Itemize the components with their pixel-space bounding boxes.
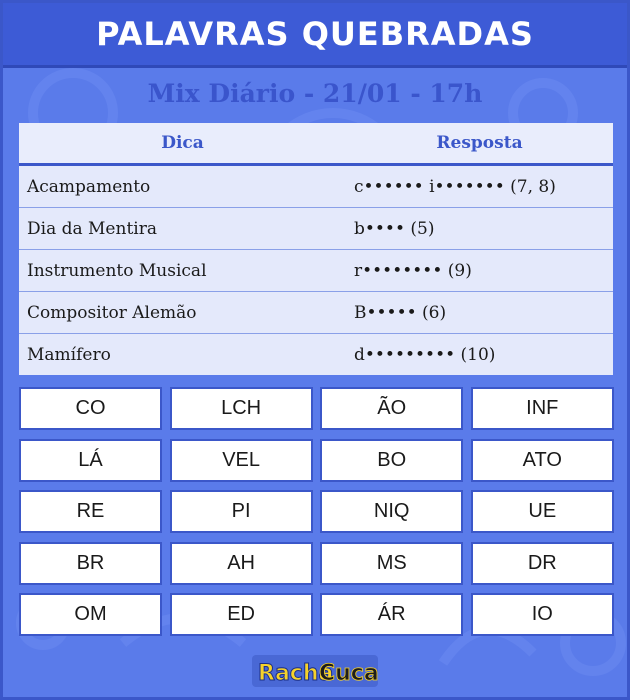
syllable-tile[interactable]: AH — [170, 542, 313, 585]
clues-table — [19, 123, 613, 375]
syllable-tile[interactable]: DR — [471, 542, 614, 585]
puzzle-subtitle: Mix Diário - 21/01 - 17h — [147, 79, 483, 108]
answer-hint[interactable]: d••••••••• (10) — [354, 344, 496, 365]
syllable-tile[interactable]: PI — [170, 490, 313, 533]
syllable-tile[interactable]: MS — [320, 542, 463, 585]
clue-text: Dia da Mentira — [27, 218, 157, 239]
table-row — [19, 334, 613, 375]
table-row — [19, 292, 613, 334]
table-row — [19, 166, 613, 208]
answer-hint[interactable]: b•••• (5) — [354, 218, 435, 239]
logo-mark — [250, 651, 380, 691]
syllable-tile[interactable]: ÁR — [320, 593, 463, 636]
table-row — [19, 208, 613, 250]
title-bar — [3, 3, 627, 68]
clues-table-header — [19, 123, 613, 166]
syllable-tile[interactable]: UE — [471, 490, 614, 533]
syllable-tile[interactable]: CO — [19, 387, 162, 430]
syllable-tile-grid — [19, 387, 613, 636]
syllable-tile[interactable]: OM — [19, 593, 162, 636]
logo-racha: Racha — [258, 661, 334, 686]
syllable-tile[interactable]: ED — [170, 593, 313, 636]
clue-text: Acampamento — [27, 176, 151, 197]
header-resposta: Resposta — [436, 133, 523, 153]
answer-hint[interactable]: B••••• (6) — [354, 302, 447, 323]
syllable-tile[interactable]: BO — [320, 439, 463, 482]
syllable-tile[interactable]: ÃO — [320, 387, 463, 430]
syllable-tile[interactable]: VEL — [170, 439, 313, 482]
answer-hint[interactable]: c•••••• i••••••• (7, 8) — [354, 176, 556, 197]
syllable-tile[interactable]: LCH — [170, 387, 313, 430]
clue-text: Compositor Alemão — [27, 302, 197, 323]
rachacuca-logo[interactable] — [3, 651, 627, 695]
syllable-tile[interactable]: RE — [19, 490, 162, 533]
syllable-tile[interactable]: LÁ — [19, 439, 162, 482]
syllable-tile[interactable]: IO — [471, 593, 614, 636]
syllable-tile[interactable]: BR — [19, 542, 162, 585]
header-dica: Dica — [161, 133, 204, 153]
game-title: PALAVRAS QUEBRADAS — [96, 15, 534, 53]
logo-cuca: Cuca — [319, 661, 379, 686]
table-row — [19, 250, 613, 292]
answer-hint[interactable]: r•••••••• (9) — [354, 260, 472, 281]
clue-text: Instrumento Musical — [27, 260, 207, 281]
syllable-tile[interactable]: NIQ — [320, 490, 463, 533]
syllable-tile[interactable]: ATO — [471, 439, 614, 482]
clue-text: Mamífero — [27, 344, 111, 365]
syllable-tile[interactable]: INF — [471, 387, 614, 430]
